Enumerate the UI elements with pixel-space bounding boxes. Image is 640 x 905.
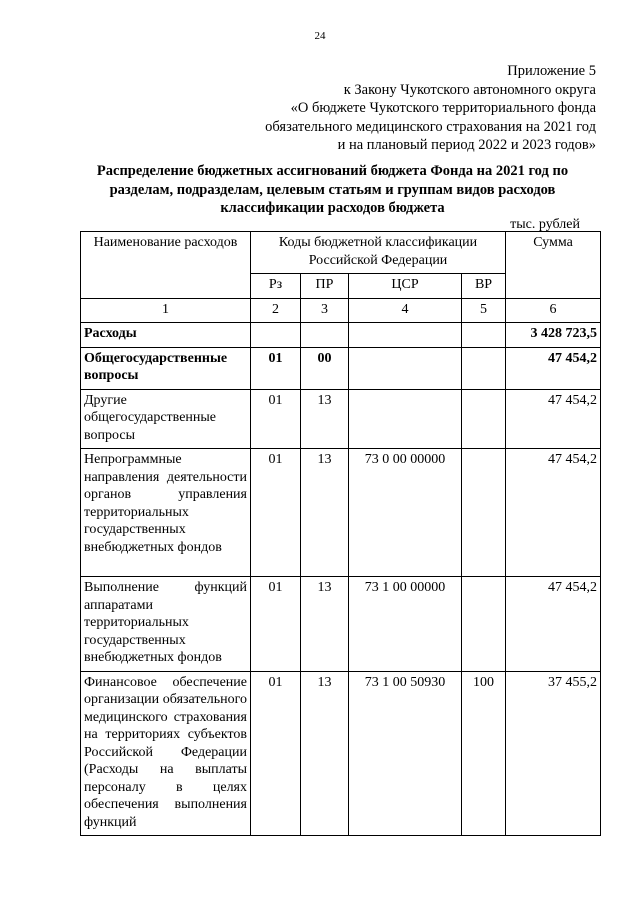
row-vr <box>462 323 506 348</box>
header-vr: ВР <box>462 274 506 299</box>
row-name: Расходы <box>81 323 251 348</box>
table-row <box>81 671 601 836</box>
header-rz: Рз <box>251 274 301 299</box>
title-line: классификации расходов бюджета <box>220 200 445 216</box>
document-title <box>60 162 605 218</box>
row-name: Другие общегосударственные вопросы <box>81 389 251 449</box>
column-number: 3 <box>301 298 349 323</box>
row-csr <box>349 347 462 389</box>
page-number: 24 <box>314 30 326 42</box>
column-number-row <box>81 298 601 323</box>
table-row <box>81 389 601 449</box>
budget-table <box>80 231 601 836</box>
row-sum: 47 454,2 <box>506 577 601 672</box>
row-pr: 13 <box>301 389 349 449</box>
row-sum: 47 454,2 <box>506 347 601 389</box>
row-name: Финансовое обеспечение организации обязательного медицинского страхования на территориях субъектов Российской Федерации (Расходы на выплаты персоналу в целях обеспечения выполнения функций <box>81 671 251 836</box>
row-csr: 73 0 00 00000 <box>349 449 462 577</box>
row-vr <box>462 347 506 389</box>
row-sum: 37 455,2 <box>506 671 601 836</box>
title-line: разделам, подразделам, целевым статьям и группам видов расходов <box>109 181 556 198</box>
column-number: 1 <box>81 298 251 323</box>
row-csr: 73 1 00 00000 <box>349 577 462 672</box>
row-csr <box>349 323 462 348</box>
column-number: 6 <box>506 298 601 323</box>
column-number: 4 <box>349 298 462 323</box>
row-csr <box>349 389 462 449</box>
table-row <box>81 577 601 672</box>
appendix-line: «О бюджете Чукотского территориального фонда <box>290 100 596 116</box>
appendix-line: обязательного медицинского страхования на 2021 год <box>265 118 596 135</box>
header-sum: Сумма <box>506 232 601 299</box>
row-rz: 01 <box>251 449 301 577</box>
row-pr: 00 <box>301 347 349 389</box>
row-vr: 100 <box>462 671 506 836</box>
row-pr: 13 <box>301 671 349 836</box>
row-rz <box>251 323 301 348</box>
table-row <box>81 347 601 389</box>
table-row <box>81 323 601 348</box>
row-pr: 13 <box>301 449 349 577</box>
row-pr: 13 <box>301 577 349 672</box>
row-rz: 01 <box>251 347 301 389</box>
header-csr: ЦСР <box>349 274 462 299</box>
header-pr: ПР <box>301 274 349 299</box>
row-rz: 01 <box>251 577 301 672</box>
header-name: Наименование расходов <box>81 232 251 299</box>
appendix-reference <box>265 62 596 155</box>
row-name: Выполнение функций аппаратами территориальных государственных внебюджетных фондов <box>81 577 251 672</box>
column-number: 5 <box>462 298 506 323</box>
title-line: Распределение бюджетных ассигнований бюджета Фонда на 2021 год по <box>96 163 569 179</box>
row-sum: 47 454,2 <box>506 389 601 449</box>
header-codes: Коды бюджетной классификации Российской Федерации <box>251 232 506 274</box>
row-rz: 01 <box>251 671 301 836</box>
row-name: Непрограммные направления деятельности органов управления территориальных государственных внебюджетных фондов <box>81 449 251 577</box>
row-vr <box>462 449 506 577</box>
row-csr: 73 1 00 50930 <box>349 671 462 836</box>
row-sum: 3 428 723,5 <box>506 323 601 348</box>
header-row <box>81 232 601 274</box>
appendix-line: к Закону Чукотского автономного округа <box>343 81 596 98</box>
row-pr <box>301 323 349 348</box>
appendix-line: Приложение 5 <box>507 63 596 79</box>
row-name: Общегосударственные вопросы <box>81 347 251 389</box>
appendix-line: и на плановый период 2022 и 2023 годов» <box>337 137 596 153</box>
row-vr <box>462 389 506 449</box>
table-row <box>81 449 601 577</box>
column-number: 2 <box>251 298 301 323</box>
units-label: тыс. рублей <box>510 217 580 232</box>
row-rz: 01 <box>251 389 301 449</box>
row-sum: 47 454,2 <box>506 449 601 577</box>
row-vr <box>462 577 506 672</box>
